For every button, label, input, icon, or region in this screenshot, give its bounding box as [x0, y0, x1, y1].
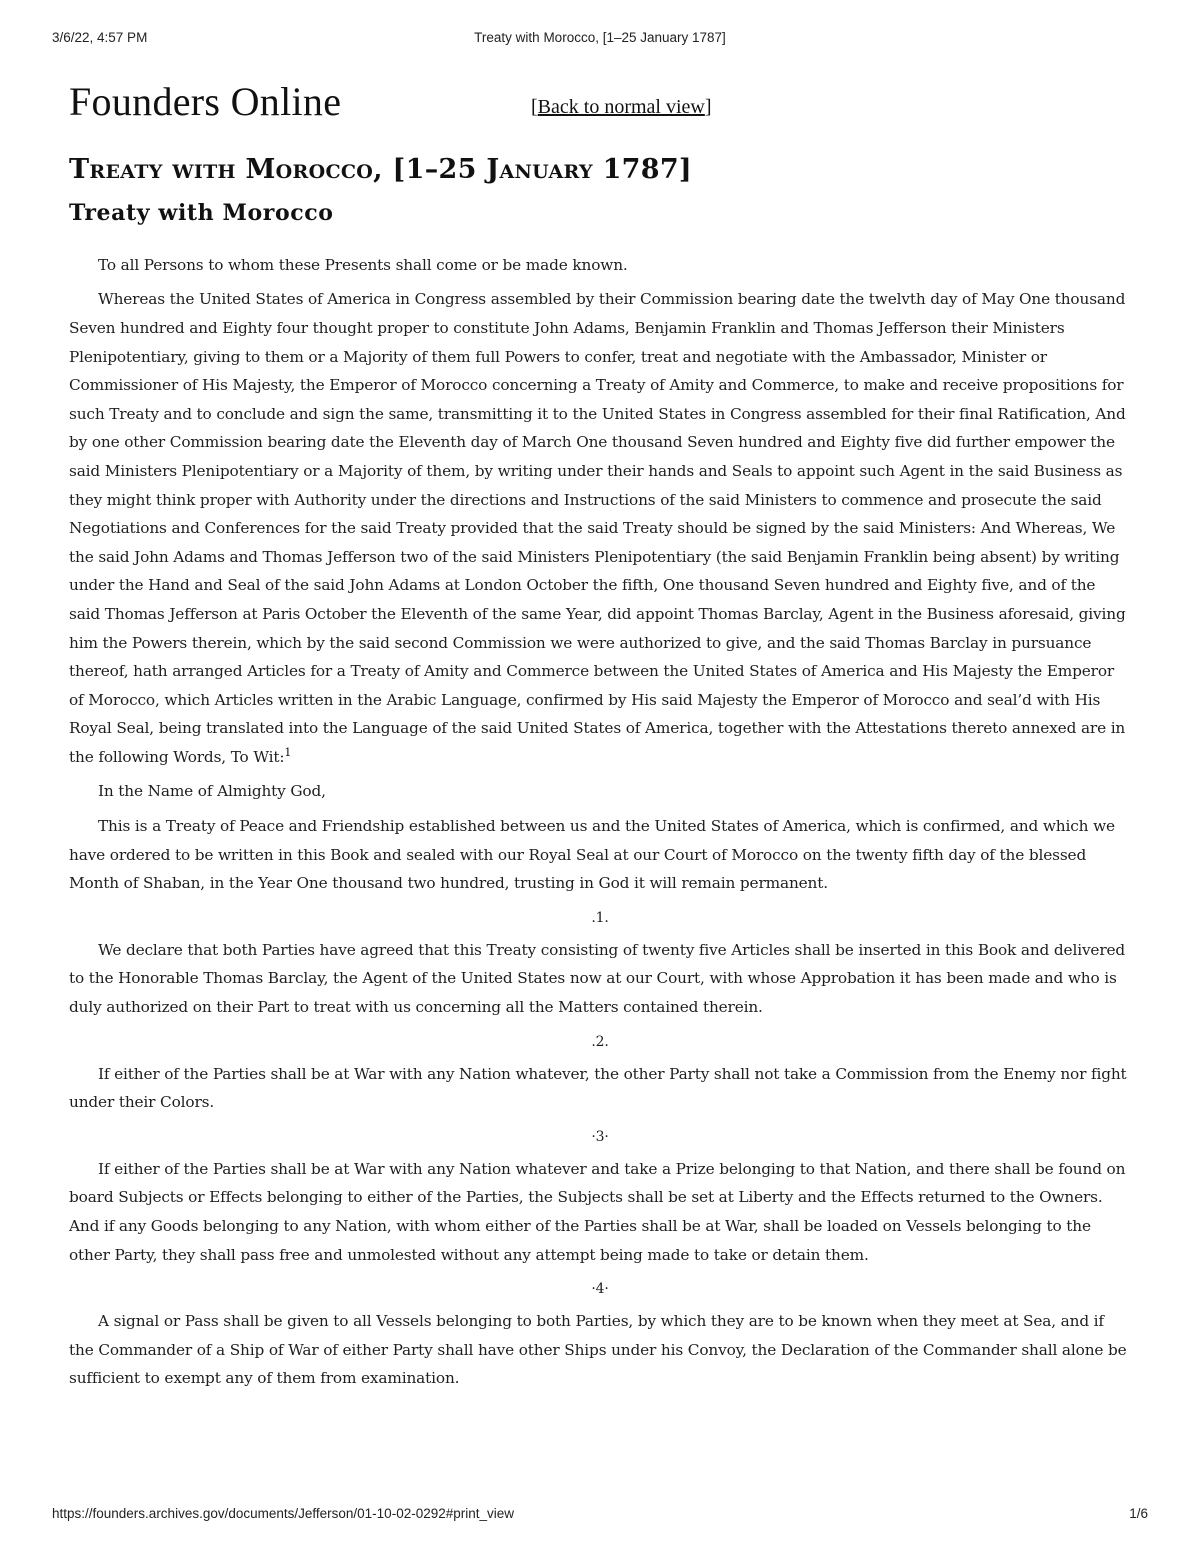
print-footer [52, 1506, 1148, 1526]
print-datetime: 3/6/22, 4:57 PM [52, 30, 148, 45]
paragraph-invocation: In the Name of Almighty God, [98, 782, 326, 801]
print-page-title: Treaty with Morocco, [1–25 January 1787] [474, 30, 726, 45]
article-text: If either of the Parties shall be at War with any Nation whatever, the other Party shall not take a Commission from the Enemy nor fight under their Colors. [69, 1064, 1127, 1112]
back-link-close-bracket: ] [704, 96, 712, 118]
article-number: ·4· [591, 1281, 609, 1298]
article-number: ·3· [591, 1128, 609, 1145]
back-to-normal-view-link[interactable]: Back to normal view [537, 96, 705, 118]
document-title: Treaty with Morocco, [1–25 January 1787] [69, 154, 692, 185]
document-body [69, 251, 1131, 1393]
article-text: We declare that both Parties have agreed that this Treaty consisting of twenty five Articles shall be inserted in this Book and delivered to the Honorable Thomas Barclay, the Agent of the United States now at our Court, with whose Approbation it has been made and who is duly authorized on their Part to treat with us concerning all the Matters contained therein. [69, 940, 1126, 1017]
print-url: https://founders.archives.gov/documents/Jefferson/01-10-02-0292#print_view [52, 1506, 515, 1521]
document-subtitle: Treaty with Morocco [69, 200, 334, 227]
article-number: .2. [591, 1033, 609, 1050]
paragraph-treaty-intro: This is a Treaty of Peace and Friendship established between us and the United States of America, which is confirmed, and which we have ordered to be written in this Book and sealed with our Royal Seal at our Court of Morocco on the twenty fifth day of the blessed Month of Shaban, in the Year One thousand two hundred, trusting in God it will remain permanent. [69, 817, 1115, 893]
print-header [52, 30, 1148, 50]
article-number: .1. [591, 909, 609, 926]
back-link-open-bracket: [ [531, 96, 538, 118]
paragraph-address: To all Persons to whom these Presents shall come or be made known. [98, 255, 628, 274]
site-header [69, 72, 1131, 140]
article-text: If either of the Parties shall be at War with any Nation whatever and take a Prize belonging to that Nation, and there shall be found on board Subjects or Effects belonging to either of the Parties, the Subjects shall be set at Liberty and the Effects returned to the Owners. And if any Goods belonging to any Nation, with whom either of the Parties shall be at War, shall be loaded on Vessels belonging to the other Party, they shall pass free and unmolested without any attempt being made to take or detain them. [69, 1159, 1126, 1264]
footnote-ref-1[interactable]: 1 [284, 745, 292, 759]
paragraph-preamble [69, 285, 1131, 771]
preamble-text: Whereas the United States of America in Congress assembled by their Commission bearing date the twelvth day of May One thousand Seven hundred and Eighty four thought proper to constitute John Adams, Benjamin Franklin and Thomas Jefferson their Ministers Plenipotentiary, giving to them or a Majority of them full Powers to confer, treat and negotiate with the Ambassador, Minister or Commissioner of His Majesty, the Emperor of Morocco concerning a Treaty of Amity and Commerce, to make and receive propositions for such Treaty and to conclude and sign the same, transmitting it to the United States in Congress assembled for their final Ratification, And by one other Commission bearing date the Eleventh day of March One thousand Seven hundred and Eighty five did further empower the said Ministers Plenipotentiary or a Majority of them, by writing under their hands and Seals to appoint such Agent in the said Business as they might think proper with Authority under the directions and Instructions of the said Ministers to commence and prosecute the said Negotiations and Conferences for the said Treaty provided that the said Treaty should be signed by the said Ministers: And Whereas, We the said John Adams and Thomas Jefferson two of the said Ministers Plenipotentiary (the said Benjamin Franklin being absent) by writing under the Hand and Seal of the said John Adams at London October the fifth, One thousand Seven hundred and Eighty five, and of the said Thomas Jefferson at Paris October the Eleventh of the same Year, did appoint Thomas Barclay, Agent in the Business aforesaid, giving him the Powers therein, which by the said second Commission we were authorized to give, and the said Thomas Barclay in pursuance thereof, hath arranged Articles for a Treaty of Amity and Commerce between the United States of America and His Majesty the Emperor of Morocco, which Articles written in the Arabic Language, confirmed by His said Majesty the Emperor of Morocco and seal’d with His Royal Seal, being translated into the Language of the said United States of America, together with the Attestations thereto annexed are in the following Words, To Wit: [69, 290, 1126, 766]
article-text: A signal or Pass shall be given to all Vessels belonging to both Parties, by which they are to be known when they meet at Sea, and if the Commander of a Ship of War of either Party shall have other Ships under his Convoy, the Declaration of the Commander shall alone be sufficient to exempt any of them from examination. [69, 1312, 1127, 1388]
site-title: Founders Online [69, 79, 342, 124]
page-content [69, 72, 1131, 1399]
back-link-wrapper [531, 96, 712, 119]
print-page-number: 1/6 [1129, 1506, 1148, 1521]
